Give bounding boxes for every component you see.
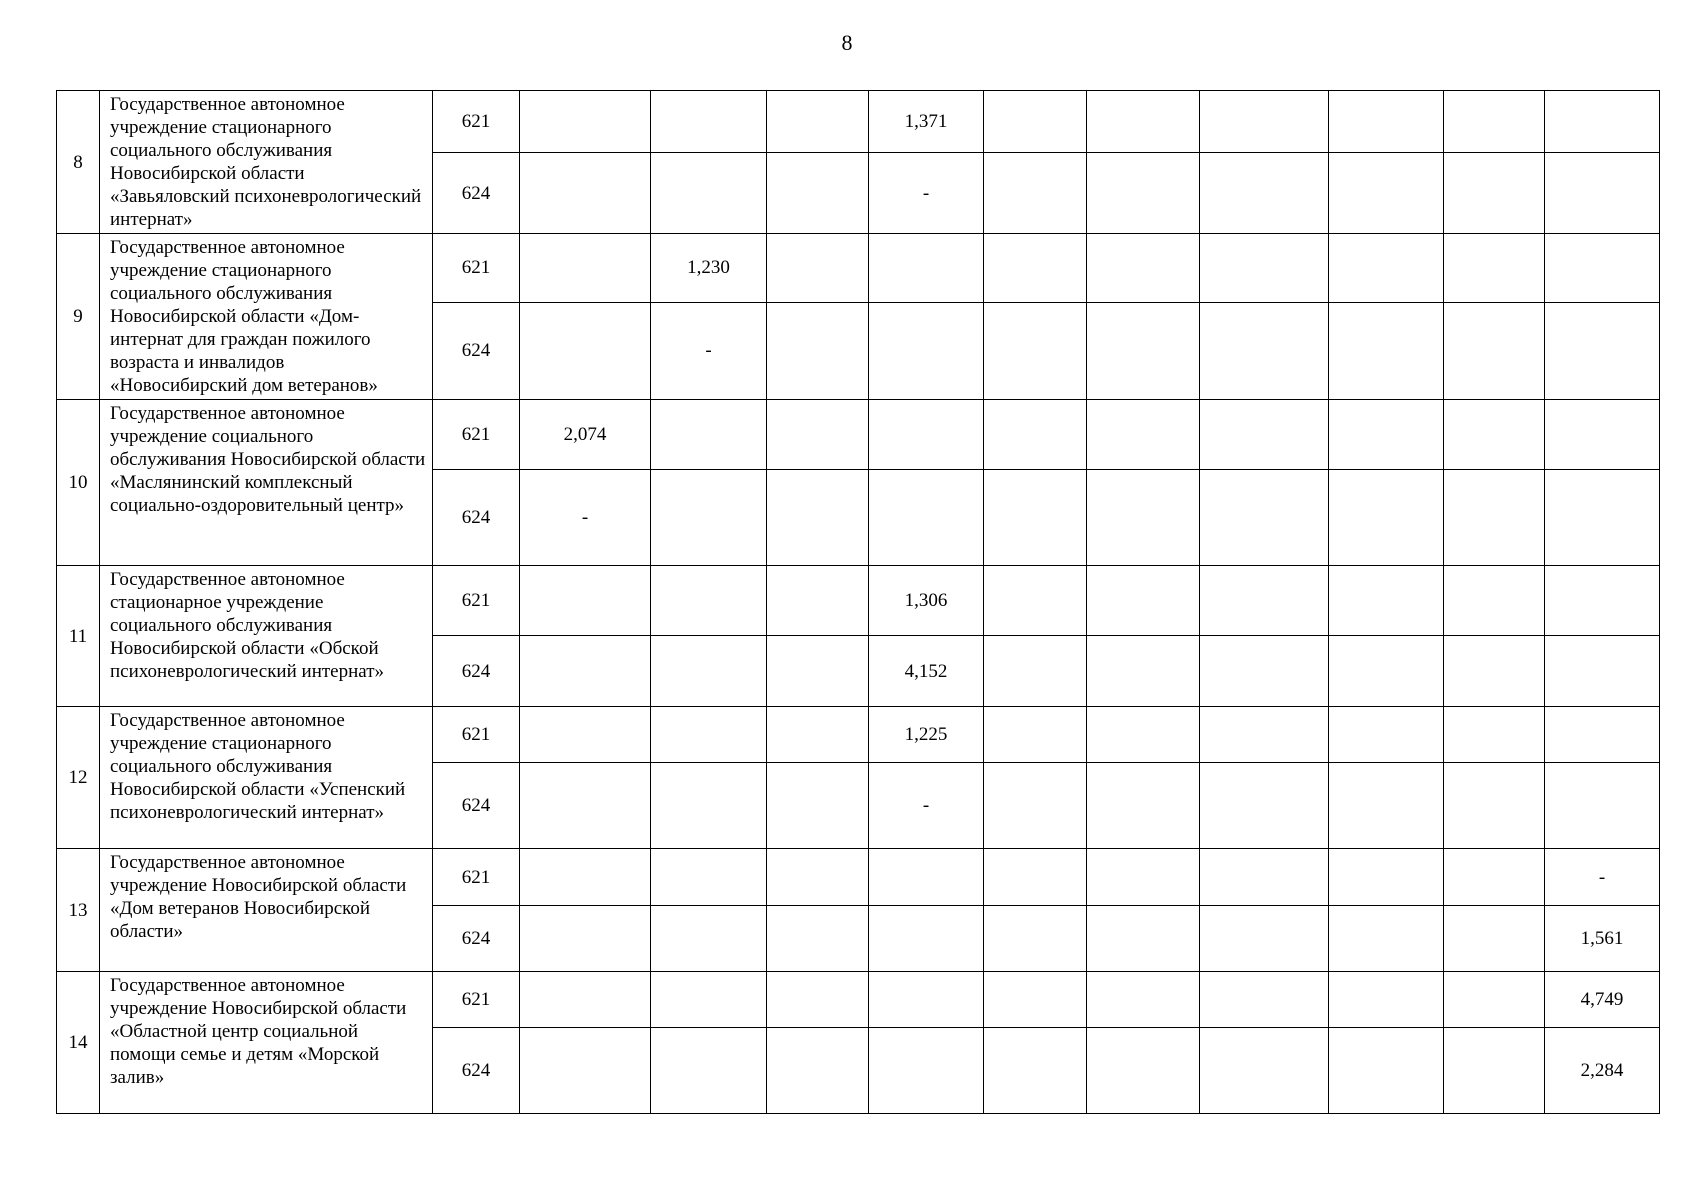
value-cell — [1329, 1028, 1444, 1114]
row-number: 14 — [57, 972, 100, 1114]
value-cell — [869, 906, 984, 972]
value-cell — [1329, 566, 1444, 636]
value-cell — [1200, 1028, 1329, 1114]
value-cell: 4,749 — [1545, 972, 1660, 1028]
value-cell — [520, 153, 651, 234]
value-cell — [869, 1028, 984, 1114]
table-row — [57, 91, 1660, 153]
value-cell — [520, 302, 651, 399]
value-cell — [1545, 234, 1660, 303]
value-cell — [651, 636, 767, 707]
row-number: 10 — [57, 400, 100, 566]
table-body — [57, 91, 1660, 1114]
value-cell — [1545, 302, 1660, 399]
value-cell — [984, 234, 1087, 303]
value-cell — [984, 906, 1087, 972]
value-cell — [1329, 470, 1444, 566]
value-cell — [651, 972, 767, 1028]
value-cell — [1087, 566, 1200, 636]
value-cell — [1200, 302, 1329, 399]
value-cell — [1545, 566, 1660, 636]
value-cell — [1444, 906, 1545, 972]
value-cell — [1087, 470, 1200, 566]
value-cell — [1329, 91, 1444, 153]
allocation-table — [56, 90, 1660, 1114]
value-cell — [1545, 636, 1660, 707]
value-cell — [1545, 470, 1660, 566]
institution-name: Государственное автономное учреждение Новосибирской области «Областной центр социальной помощи семье и детям «Морской залив» — [100, 972, 433, 1114]
value-cell — [984, 707, 1087, 763]
row-number: 13 — [57, 849, 100, 972]
value-cell — [869, 234, 984, 303]
code-cell: 621 — [433, 400, 520, 470]
value-cell — [767, 763, 869, 849]
value-cell — [1329, 906, 1444, 972]
value-cell — [520, 234, 651, 303]
value-cell: 2,074 — [520, 400, 651, 470]
value-cell — [1200, 707, 1329, 763]
value-cell — [1545, 763, 1660, 849]
value-cell — [520, 91, 651, 153]
value-cell — [1444, 91, 1545, 153]
value-cell — [1087, 1028, 1200, 1114]
value-cell — [1087, 972, 1200, 1028]
value-cell — [1545, 707, 1660, 763]
institution-name: Государственное автономное учреждение стационарного социального обслуживания Новосибирской области «Дом-интернат для граждан пожилого возраста и инвалидов «Новосибирский дом ветеранов» — [100, 234, 433, 400]
value-cell — [1200, 763, 1329, 849]
value-cell — [651, 707, 767, 763]
code-cell: 621 — [433, 234, 520, 303]
code-cell: 624 — [433, 1028, 520, 1114]
value-cell — [767, 470, 869, 566]
value-cell — [984, 153, 1087, 234]
value-cell — [1444, 972, 1545, 1028]
value-cell: 1,561 — [1545, 906, 1660, 972]
value-cell — [1087, 906, 1200, 972]
value-cell — [984, 400, 1087, 470]
value-cell: - — [520, 470, 651, 566]
value-cell: - — [869, 153, 984, 234]
value-cell — [869, 302, 984, 399]
value-cell — [1329, 302, 1444, 399]
value-cell — [651, 91, 767, 153]
value-cell — [520, 763, 651, 849]
value-cell — [1087, 91, 1200, 153]
value-cell — [1444, 707, 1545, 763]
value-cell — [520, 636, 651, 707]
value-cell — [1200, 91, 1329, 153]
value-cell — [767, 400, 869, 470]
value-cell — [984, 566, 1087, 636]
value-cell — [767, 972, 869, 1028]
table-row — [57, 707, 1660, 763]
code-cell: 624 — [433, 636, 520, 707]
value-cell — [1329, 636, 1444, 707]
value-cell — [1087, 153, 1200, 234]
value-cell — [767, 1028, 869, 1114]
value-cell — [767, 91, 869, 153]
value-cell — [1200, 400, 1329, 470]
value-cell — [1444, 1028, 1545, 1114]
value-cell: 4,152 — [869, 636, 984, 707]
value-cell — [520, 707, 651, 763]
row-number: 12 — [57, 707, 100, 849]
value-cell — [984, 763, 1087, 849]
value-cell — [1444, 763, 1545, 849]
code-cell: 624 — [433, 302, 520, 399]
value-cell — [1200, 972, 1329, 1028]
value-cell: - — [869, 763, 984, 849]
value-cell — [1087, 234, 1200, 303]
institution-name: Государственное автономное учреждение социального обслуживания Новосибирской области «Маслянинский комплексный социально-оздоровительный центр» — [100, 400, 433, 566]
value-cell — [869, 849, 984, 906]
value-cell — [1444, 153, 1545, 234]
value-cell — [1444, 302, 1545, 399]
value-cell — [651, 470, 767, 566]
value-cell — [1087, 400, 1200, 470]
value-cell — [651, 763, 767, 849]
value-cell — [651, 153, 767, 234]
table-row — [57, 972, 1660, 1028]
value-cell — [1545, 153, 1660, 234]
value-cell — [767, 849, 869, 906]
value-cell — [1329, 972, 1444, 1028]
code-cell: 624 — [433, 470, 520, 566]
value-cell — [1200, 153, 1329, 234]
institution-name: Государственное автономное учреждение стационарного социального обслуживания Новосибирской области «Успенский психоневрологический интернат» — [100, 707, 433, 849]
value-cell — [1444, 470, 1545, 566]
value-cell — [1329, 400, 1444, 470]
code-cell: 624 — [433, 153, 520, 234]
value-cell — [767, 153, 869, 234]
value-cell — [1087, 707, 1200, 763]
institution-name: Государственное автономное стационарное учреждение социального обслуживания Новосибирской области «Обской психоневрологический интернат» — [100, 566, 433, 707]
value-cell — [520, 906, 651, 972]
value-cell — [520, 566, 651, 636]
value-cell — [1444, 234, 1545, 303]
value-cell — [1329, 234, 1444, 303]
value-cell — [869, 400, 984, 470]
code-cell: 621 — [433, 91, 520, 153]
value-cell — [767, 707, 869, 763]
row-number: 11 — [57, 566, 100, 707]
value-cell — [984, 470, 1087, 566]
value-cell — [1200, 470, 1329, 566]
value-cell — [984, 849, 1087, 906]
value-cell — [1444, 400, 1545, 470]
code-cell: 621 — [433, 707, 520, 763]
institution-name: Государственное автономное учреждение Новосибирской области «Дом ветеранов Новосибирской области» — [100, 849, 433, 972]
value-cell: 2,284 — [1545, 1028, 1660, 1114]
code-cell: 621 — [433, 566, 520, 636]
value-cell: 1,230 — [651, 234, 767, 303]
value-cell — [651, 849, 767, 906]
value-cell — [1087, 636, 1200, 707]
value-cell — [984, 972, 1087, 1028]
value-cell — [984, 302, 1087, 399]
value-cell — [1444, 636, 1545, 707]
value-cell — [1329, 707, 1444, 763]
value-cell: - — [1545, 849, 1660, 906]
value-cell — [984, 91, 1087, 153]
table-row — [57, 400, 1660, 470]
value-cell — [651, 1028, 767, 1114]
value-cell — [520, 849, 651, 906]
code-cell: 621 — [433, 972, 520, 1028]
value-cell — [767, 636, 869, 707]
value-cell — [1200, 906, 1329, 972]
value-cell: 1,371 — [869, 91, 984, 153]
value-cell — [651, 906, 767, 972]
code-cell: 624 — [433, 906, 520, 972]
value-cell — [1200, 566, 1329, 636]
value-cell — [1200, 636, 1329, 707]
row-number: 8 — [57, 91, 100, 234]
institution-name: Государственное автономное учреждение стационарного социального обслуживания Новосибирской области «Завьяловский психоневрологический интернат» — [100, 91, 433, 234]
value-cell: - — [651, 302, 767, 399]
value-cell — [984, 636, 1087, 707]
value-cell — [1200, 234, 1329, 303]
table-row — [57, 849, 1660, 906]
value-cell — [1329, 153, 1444, 234]
page-number: 8 — [841, 30, 853, 55]
value-cell — [1444, 849, 1545, 906]
value-cell: 1,306 — [869, 566, 984, 636]
value-cell — [1545, 400, 1660, 470]
value-cell: 1,225 — [869, 707, 984, 763]
value-cell — [1329, 849, 1444, 906]
value-cell — [520, 972, 651, 1028]
value-cell — [767, 906, 869, 972]
value-cell — [767, 234, 869, 303]
row-number: 9 — [57, 234, 100, 400]
value-cell — [651, 566, 767, 636]
value-cell — [869, 972, 984, 1028]
value-cell — [1444, 566, 1545, 636]
value-cell — [1329, 763, 1444, 849]
value-cell — [520, 1028, 651, 1114]
value-cell — [984, 1028, 1087, 1114]
table-row — [57, 234, 1660, 303]
value-cell — [1087, 763, 1200, 849]
table-row — [57, 566, 1660, 636]
code-cell: 621 — [433, 849, 520, 906]
value-cell — [1545, 91, 1660, 153]
value-cell — [651, 400, 767, 470]
value-cell — [1087, 849, 1200, 906]
value-cell — [1200, 849, 1329, 906]
value-cell — [767, 302, 869, 399]
code-cell: 624 — [433, 763, 520, 849]
value-cell — [869, 470, 984, 566]
value-cell — [767, 566, 869, 636]
value-cell — [1087, 302, 1200, 399]
